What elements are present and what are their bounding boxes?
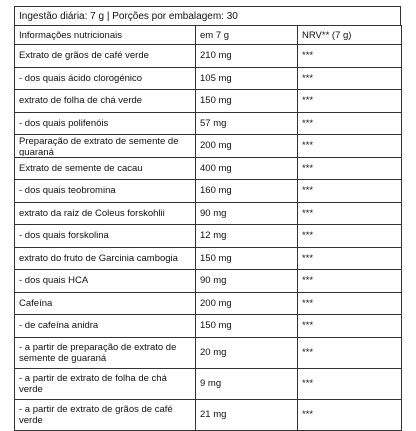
nutrient-amount: 200 mg [196,135,298,158]
nutrient-name: - dos quais polifenóis [15,112,196,135]
nutrient-amount: 150 mg [196,90,298,113]
nutrient-name: Extrato de semente de cacau [15,157,196,180]
nutrient-name: - dos quais HCA [15,270,196,293]
nutrient-nrv: *** [298,135,402,158]
table-row [15,247,402,270]
nutrient-nrv: *** [298,315,402,338]
table-row [15,225,402,248]
nutrient-amount: 150 mg [196,247,298,270]
nutrient-name: Cafeína [15,292,196,315]
nutrient-name: extrato de folha de chá verde [15,90,196,113]
nutrient-name: - dos quais teobromina [15,180,196,203]
nutrient-name: - a partir de extrato de folha de chá verde [15,368,196,399]
table-row [15,292,402,315]
nutrient-nrv: *** [298,112,402,135]
table-row [15,202,402,225]
nutrient-name: extrato do fruto de Garcinia cambogia [15,247,196,270]
nutrient-name: extrato da raiz de Coleus forskohlii [15,202,196,225]
nutrient-name: - a partir de preparação de extrato de semente de guaraná [15,337,196,368]
daily-intake-header: Ingestão diária: 7 g | Porções por embalagem: 30 [14,6,401,25]
nutrient-nrv: *** [298,180,402,203]
nutrient-amount: 105 mg [196,67,298,90]
nutrient-amount: 150 mg [196,315,298,338]
table-row [15,399,402,430]
nutrient-amount: 12 mg [196,225,298,248]
table-row [15,368,402,399]
nutrient-amount: 200 mg [196,292,298,315]
nutrition-table [14,25,402,431]
nutrient-nrv: *** [298,247,402,270]
nutrient-amount: 160 mg [196,180,298,203]
nutrient-amount: 90 mg [196,270,298,293]
nutrient-name: - dos quais forskolina [15,225,196,248]
nutrient-nrv: *** [298,202,402,225]
table-row [15,90,402,113]
nutrient-amount: 20 mg [196,337,298,368]
table-row [15,270,402,293]
nutrient-nrv: *** [298,399,402,430]
table-row [15,112,402,135]
nutrient-amount: 400 mg [196,157,298,180]
table-header-row [15,26,402,45]
column-header-nrv: NRV** (7 g) [298,26,402,45]
nutrient-name: - dos quais ácido clorogénico [15,67,196,90]
nutrient-name [15,135,196,158]
nutrition-sheet [14,6,401,431]
table-row [15,180,402,203]
nutrient-nrv: *** [298,67,402,90]
nutrient-name: - a partir de extrato de grãos de café verde [15,399,196,430]
nutrient-amount: 90 mg [196,202,298,225]
nutrient-nrv: *** [298,157,402,180]
nutrient-nrv: *** [298,337,402,368]
nutrient-nrv: *** [298,90,402,113]
nutrient-nrv: *** [298,225,402,248]
column-header-amount: em 7 g [196,26,298,45]
table-row [15,67,402,90]
nutrient-amount: 210 mg [196,45,298,68]
nutrient-amount: 21 mg [196,399,298,430]
nutrient-name: - de cafeína anidra [15,315,196,338]
nutrient-amount: 57 mg [196,112,298,135]
column-header-nutrition-info: Informações nutricionais [15,26,196,45]
table-row [15,337,402,368]
table-row [15,45,402,68]
nutrient-nrv: *** [298,368,402,399]
table-row [15,315,402,338]
nutrient-name: Extrato de grãos de café verde [15,45,196,68]
table-row [15,135,402,158]
table-row [15,157,402,180]
nutrient-name-text: Preparação de extrato de semente de guaraná [19,135,179,156]
nutrient-nrv: *** [298,45,402,68]
nutrient-amount: 9 mg [196,368,298,399]
nutrient-nrv: *** [298,292,402,315]
nutrient-nrv: *** [298,270,402,293]
